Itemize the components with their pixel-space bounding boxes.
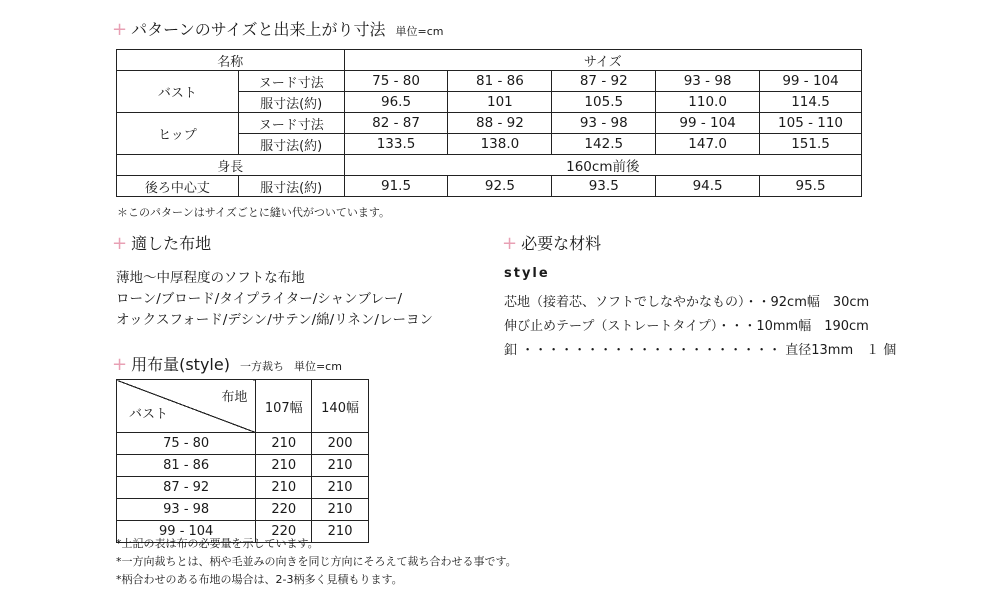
- row-type-label: 服寸法(約): [238, 134, 344, 155]
- plus-icon: +: [112, 233, 128, 254]
- size-section-unit: 単位=cm: [395, 25, 444, 38]
- table-cell: 96.5: [344, 92, 448, 113]
- table-cell: 210: [256, 455, 312, 477]
- row-type-label: 服寸法(約): [238, 92, 344, 113]
- height-value: 160cm前後: [344, 155, 861, 176]
- materials-section-heading: [502, 231, 601, 254]
- fabric-list: [116, 268, 433, 331]
- table-cell: 91.5: [344, 176, 448, 197]
- height-label: 身長: [117, 155, 345, 176]
- table-cell: 114.5: [760, 92, 862, 113]
- table-cell: 210: [312, 455, 369, 477]
- table-cell: 93 - 98: [552, 113, 656, 134]
- table-cell: 110.0: [656, 92, 760, 113]
- fabric-line: 薄地〜中厚程度のソフトな布地: [116, 270, 305, 286]
- row-group-label: ヒップ: [117, 113, 239, 155]
- table-cell: 138.0: [448, 134, 552, 155]
- table-cell: 151.5: [760, 134, 862, 155]
- table-row: [117, 113, 862, 134]
- yardage-cut-note: 一方裁ち: [239, 360, 284, 373]
- table-cell: 101: [448, 92, 552, 113]
- table-cell: 220: [256, 499, 312, 521]
- fabric-line: オックスフォード/デシン/サテン/綿/リネン/レーヨン: [116, 312, 433, 328]
- corner-top-label: 布地: [221, 390, 248, 405]
- header-size: サイズ: [344, 50, 861, 71]
- materials-section-title: 必要な材料: [521, 234, 602, 253]
- size-table-note: ＊このパターンはサイズごとに縫い代がついています。: [117, 206, 391, 219]
- table-cell: 142.5: [552, 134, 656, 155]
- table-cell: 95.5: [760, 176, 862, 197]
- row-type-label: 服寸法(約): [238, 176, 344, 197]
- table-cell: 92.5: [448, 176, 552, 197]
- table-cell: 87 - 92: [552, 71, 656, 92]
- plus-icon: +: [112, 19, 128, 40]
- table-row: [117, 477, 369, 499]
- header-name: 名称: [117, 50, 345, 71]
- material-item: 釦 ・・・・・・・・・・・・・・・・・・・・ 直径13mm １ 個: [504, 343, 897, 358]
- table-cell: 93.5: [552, 176, 656, 197]
- table-cell: 210: [256, 433, 312, 455]
- table-row: [117, 176, 862, 197]
- size-section-heading: [112, 17, 443, 40]
- corner-cell: [117, 380, 256, 433]
- table-cell: 81 - 86: [448, 71, 552, 92]
- yardage-note: *一方向裁ちとは、柄や毛並みの向きを同じ方向にそろえて裁ち合わせる事です。: [116, 555, 517, 568]
- row-type-label: ヌード寸法: [238, 113, 344, 134]
- row-type-label: ヌード寸法: [238, 71, 344, 92]
- fabric-section-title: 適した布地: [131, 234, 212, 253]
- yardage-unit: 単位=cm: [293, 360, 342, 373]
- table-cell: 220: [256, 521, 312, 543]
- table-row: [117, 155, 862, 176]
- table-row: [117, 455, 369, 477]
- row-group-label: バスト: [117, 71, 239, 113]
- table-cell: 147.0: [656, 134, 760, 155]
- table-row: [117, 433, 369, 455]
- column-header: 107幅: [256, 380, 312, 433]
- yardage-table: [116, 379, 369, 543]
- table-cell: 93 - 98: [656, 71, 760, 92]
- fabric-line: ローン/ブロード/タイプライター/シャンブレー/: [116, 291, 403, 307]
- plus-icon: +: [112, 354, 128, 375]
- size-section-title: パターンのサイズと出来上がり寸法: [131, 20, 386, 39]
- table-cell: 94.5: [656, 176, 760, 197]
- table-row: [117, 499, 369, 521]
- corner-bottom-label: バスト: [129, 407, 169, 422]
- material-item: 芯地（接着芯、ソフトでしなやかなもの）・・92cm幅 30cm: [504, 295, 870, 310]
- table-cell: 99 - 104: [760, 71, 862, 92]
- table-cell: 210: [312, 499, 369, 521]
- yardage-note: *柄合わせのある布地の場合は、2-3柄多く見積もります。: [116, 573, 403, 586]
- table-cell: 105 - 110: [760, 113, 862, 134]
- back-length-label: 後ろ中心丈: [117, 176, 239, 197]
- table-row: [117, 71, 862, 92]
- yardage-section-title: 用布量(style): [131, 355, 230, 374]
- table-cell: 210: [256, 477, 312, 499]
- table-cell: 88 - 92: [448, 113, 552, 134]
- table-cell: 210: [312, 521, 369, 543]
- table-cell: 105.5: [552, 92, 656, 113]
- table-cell: 75 - 80: [344, 71, 448, 92]
- size-cell: 87 - 92: [117, 477, 256, 499]
- table-cell: 82 - 87: [344, 113, 448, 134]
- yardage-note: *上記の表は布の必要量を示しています。: [116, 537, 319, 550]
- material-item: 伸び止めテープ（ストレートタイプ）・・・10mm幅 190cm: [504, 319, 869, 334]
- yardage-notes: [116, 535, 517, 589]
- table-cell: 210: [312, 477, 369, 499]
- fabric-section-heading: [112, 231, 211, 254]
- size-table: [116, 49, 862, 197]
- table-header-row: [117, 380, 369, 433]
- materials-style-label: style: [504, 266, 550, 281]
- size-cell: 99 - 104: [117, 521, 256, 543]
- plus-icon: +: [502, 233, 518, 254]
- size-cell: 75 - 80: [117, 433, 256, 455]
- column-header: 140幅: [312, 380, 369, 433]
- table-header-row: [117, 50, 862, 71]
- size-cell: 93 - 98: [117, 499, 256, 521]
- size-cell: 81 - 86: [117, 455, 256, 477]
- yardage-section-heading: [112, 352, 342, 375]
- table-cell: 99 - 104: [656, 113, 760, 134]
- table-cell: 133.5: [344, 134, 448, 155]
- table-cell: 200: [312, 433, 369, 455]
